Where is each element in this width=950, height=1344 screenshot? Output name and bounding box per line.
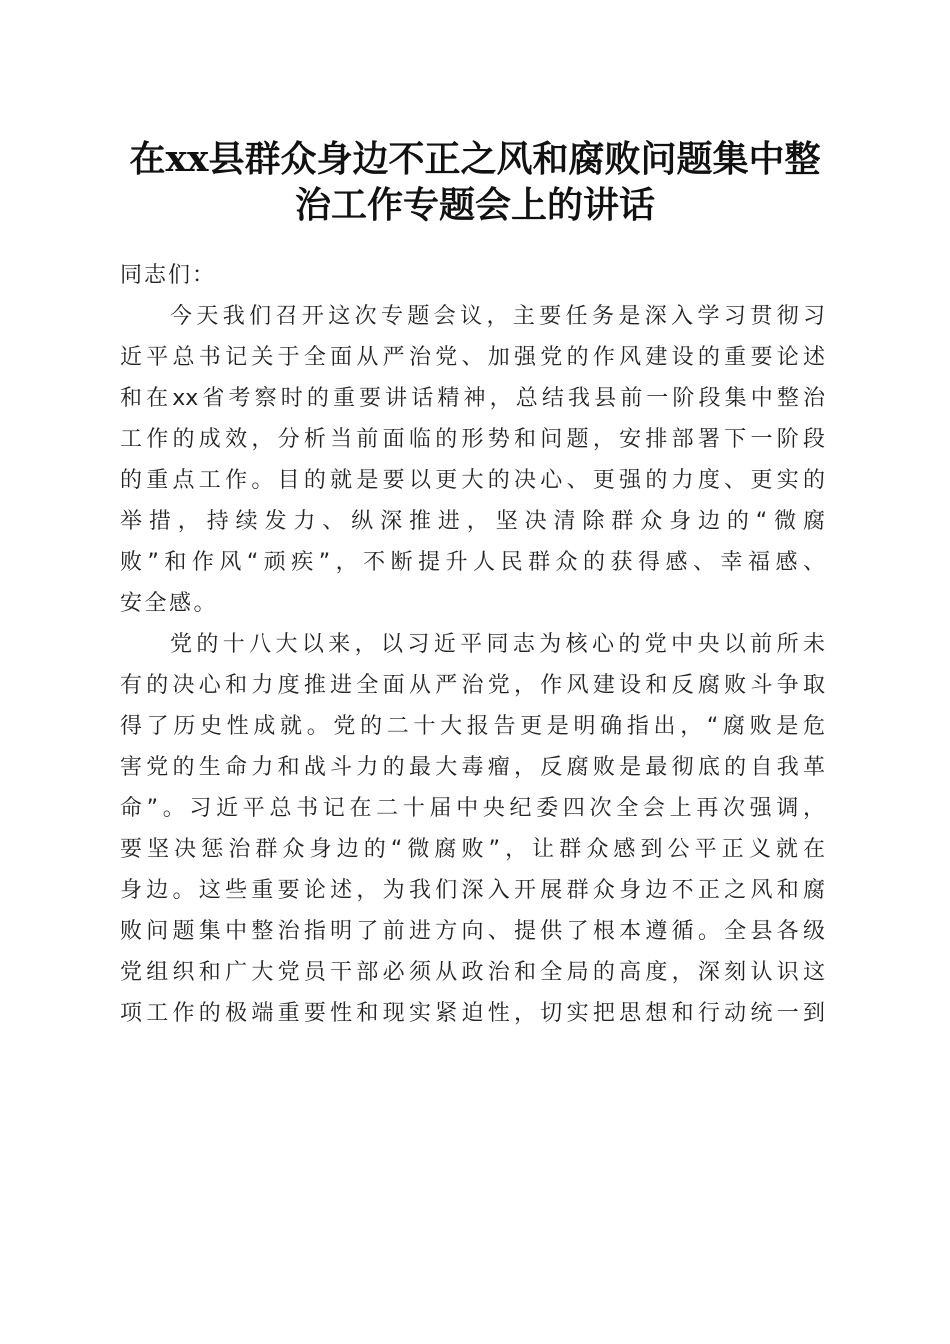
document-body — [120, 255, 825, 1034]
paragraph-line: 败”和作风“顽疾”，不断提升人民群众的获得感、幸福感、 — [120, 550, 825, 575]
paragraph-line: 和在xx省考察时的重要讲话精神，总结我县前一阶段集中整治 — [120, 386, 825, 411]
paragraph-line: 有的决心和力度推进全面从严治党，作风建设和反腐败斗争取 — [120, 673, 825, 698]
paragraph-line: 败问题集中整治指明了前进方向、提供了根本遵循。全县各级 — [120, 919, 825, 944]
paragraph-line: 命”。习近平总书记在二十届中央纪委四次全会上再次强调， — [120, 796, 825, 821]
paragraph-2 — [120, 624, 825, 1034]
paragraph-line: 安全感。 — [120, 591, 219, 616]
paragraph-line: 害党的生命力和战斗力的最大毒瘤，反腐败是最彻底的自我革 — [120, 755, 825, 780]
paragraph-line: 党的十八大以来，以习近平同志为核心的党中央以前所未 — [170, 632, 825, 657]
paragraph-line: 今天我们召开这次专题会议，主要任务是深入学习贯彻习 — [170, 304, 825, 329]
title-line-1: 在xx县群众身边不正之风和腐败问题集中整 — [129, 138, 821, 180]
paragraph-line: 近平总书记关于全面从严治党、加强党的作风建设的重要论述 — [120, 345, 825, 370]
paragraph-line: 工作的成效，分析当前面临的形势和问题，安排部署下一阶段 — [120, 427, 825, 452]
paragraph-line: 得了历史性成就。党的二十大报告更是明确指出，“腐败是危 — [120, 714, 825, 739]
paragraph-line: 党组织和广大党员干部必须从政治和全局的高度，深刻认识这 — [120, 960, 825, 985]
paragraph-line: 举措，持续发力、纵深推进，坚决清除群众身边的“微腐 — [120, 509, 825, 534]
paragraph-line: 项工作的极端重要性和现实紧迫性，切实把思想和行动统一到 — [120, 1001, 825, 1026]
paragraph-line: 身边。这些重要论述，为我们深入开展群众身边不正之风和腐 — [120, 878, 825, 903]
paragraph-1 — [120, 296, 825, 624]
document-title — [105, 136, 845, 228]
paragraph-line: 的重点工作。目的就是要以更大的决心、更强的力度、更实的 — [120, 468, 825, 493]
paragraph-line: 要坚决惩治群众身边的“微腐败”，让群众感到公平正义就在 — [120, 837, 825, 862]
salutation: 同志们： — [120, 263, 217, 288]
title-line-2: 治工作专题会上的讲话 — [294, 184, 655, 226]
